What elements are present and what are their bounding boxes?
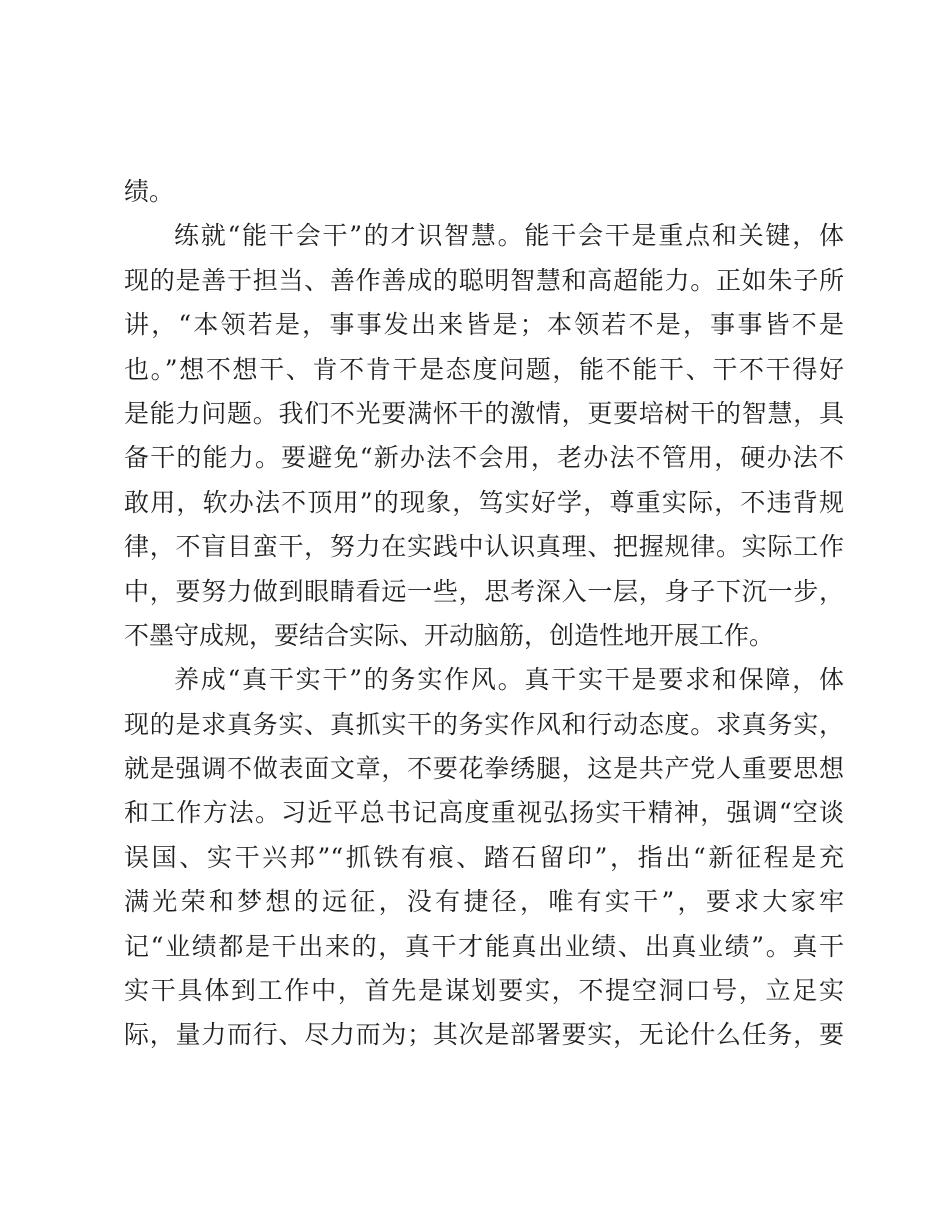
text-line: 实干具体到工作中，首先是谋划要实，不提空洞口号，立足实 — [124, 976, 844, 1006]
body-text — [124, 170, 844, 1058]
text-line: 记“业绩都是干出来的，真干才能真出业绩、出真业绩”。真干 — [124, 931, 844, 961]
text-line: 讲，“本领若是，事事发出来皆是；本领若不是，事事皆不是 — [124, 310, 844, 340]
text-line: 不墨守成规，要结合实际、开动脑筋，创造性地开展工作。 — [124, 620, 775, 650]
text-line: 备干的能力。要避免“新办法不会用，老办法不管用，硬办法不 — [124, 443, 844, 473]
text-line: 中，要努力做到眼睛看远一些，思考深入一层，身子下沉一步， — [124, 576, 844, 606]
text-line: 际，量力而行、尽力而为；其次是部署要实，无论什么任务，要 — [124, 1020, 844, 1050]
text-line: 和工作方法。习近平总书记高度重视弘扬实干精神，强调“空谈 — [124, 798, 844, 828]
paragraph-heading-line: 练就“能干会干”的才识智慧。能干会干是重点和关键，体 — [174, 221, 844, 251]
paragraph-heading-line: 养成“真干实干”的务实作风。真干实干是要求和保障，体 — [174, 665, 844, 695]
text-line: 也。”想不想干、肯不肯干是态度问题，能不能干、干不干得好 — [124, 354, 844, 384]
text-line: 是能力问题。我们不光要满怀干的激情，更要培树干的智慧，具 — [124, 398, 844, 428]
text-line: 误国、实干兴邦”“抓铁有痕、踏石留印”，指出“新征程是充 — [124, 842, 844, 872]
text-line: 律，不盲目蛮干，努力在实践中认识真理、把握规律。实际工作 — [124, 532, 844, 562]
text-line: 现的是求真务实、真抓实干的务实作风和行动态度。求真务实， — [124, 709, 844, 739]
text-line: 敢用，软办法不顶用”的现象，笃实好学，尊重实际，不违背规 — [124, 487, 844, 517]
text-line: 满光荣和梦想的远征，没有捷径，唯有实干”，要求大家牢 — [124, 887, 844, 917]
text-line: 现的是善于担当、善作善成的聪明智慧和高超能力。正如朱子所 — [124, 265, 844, 295]
text-line: 就是强调不做表面文章，不要花拳绣腿，这是共产党人重要思想 — [124, 754, 844, 784]
text-line: 绩。 — [124, 177, 175, 206]
